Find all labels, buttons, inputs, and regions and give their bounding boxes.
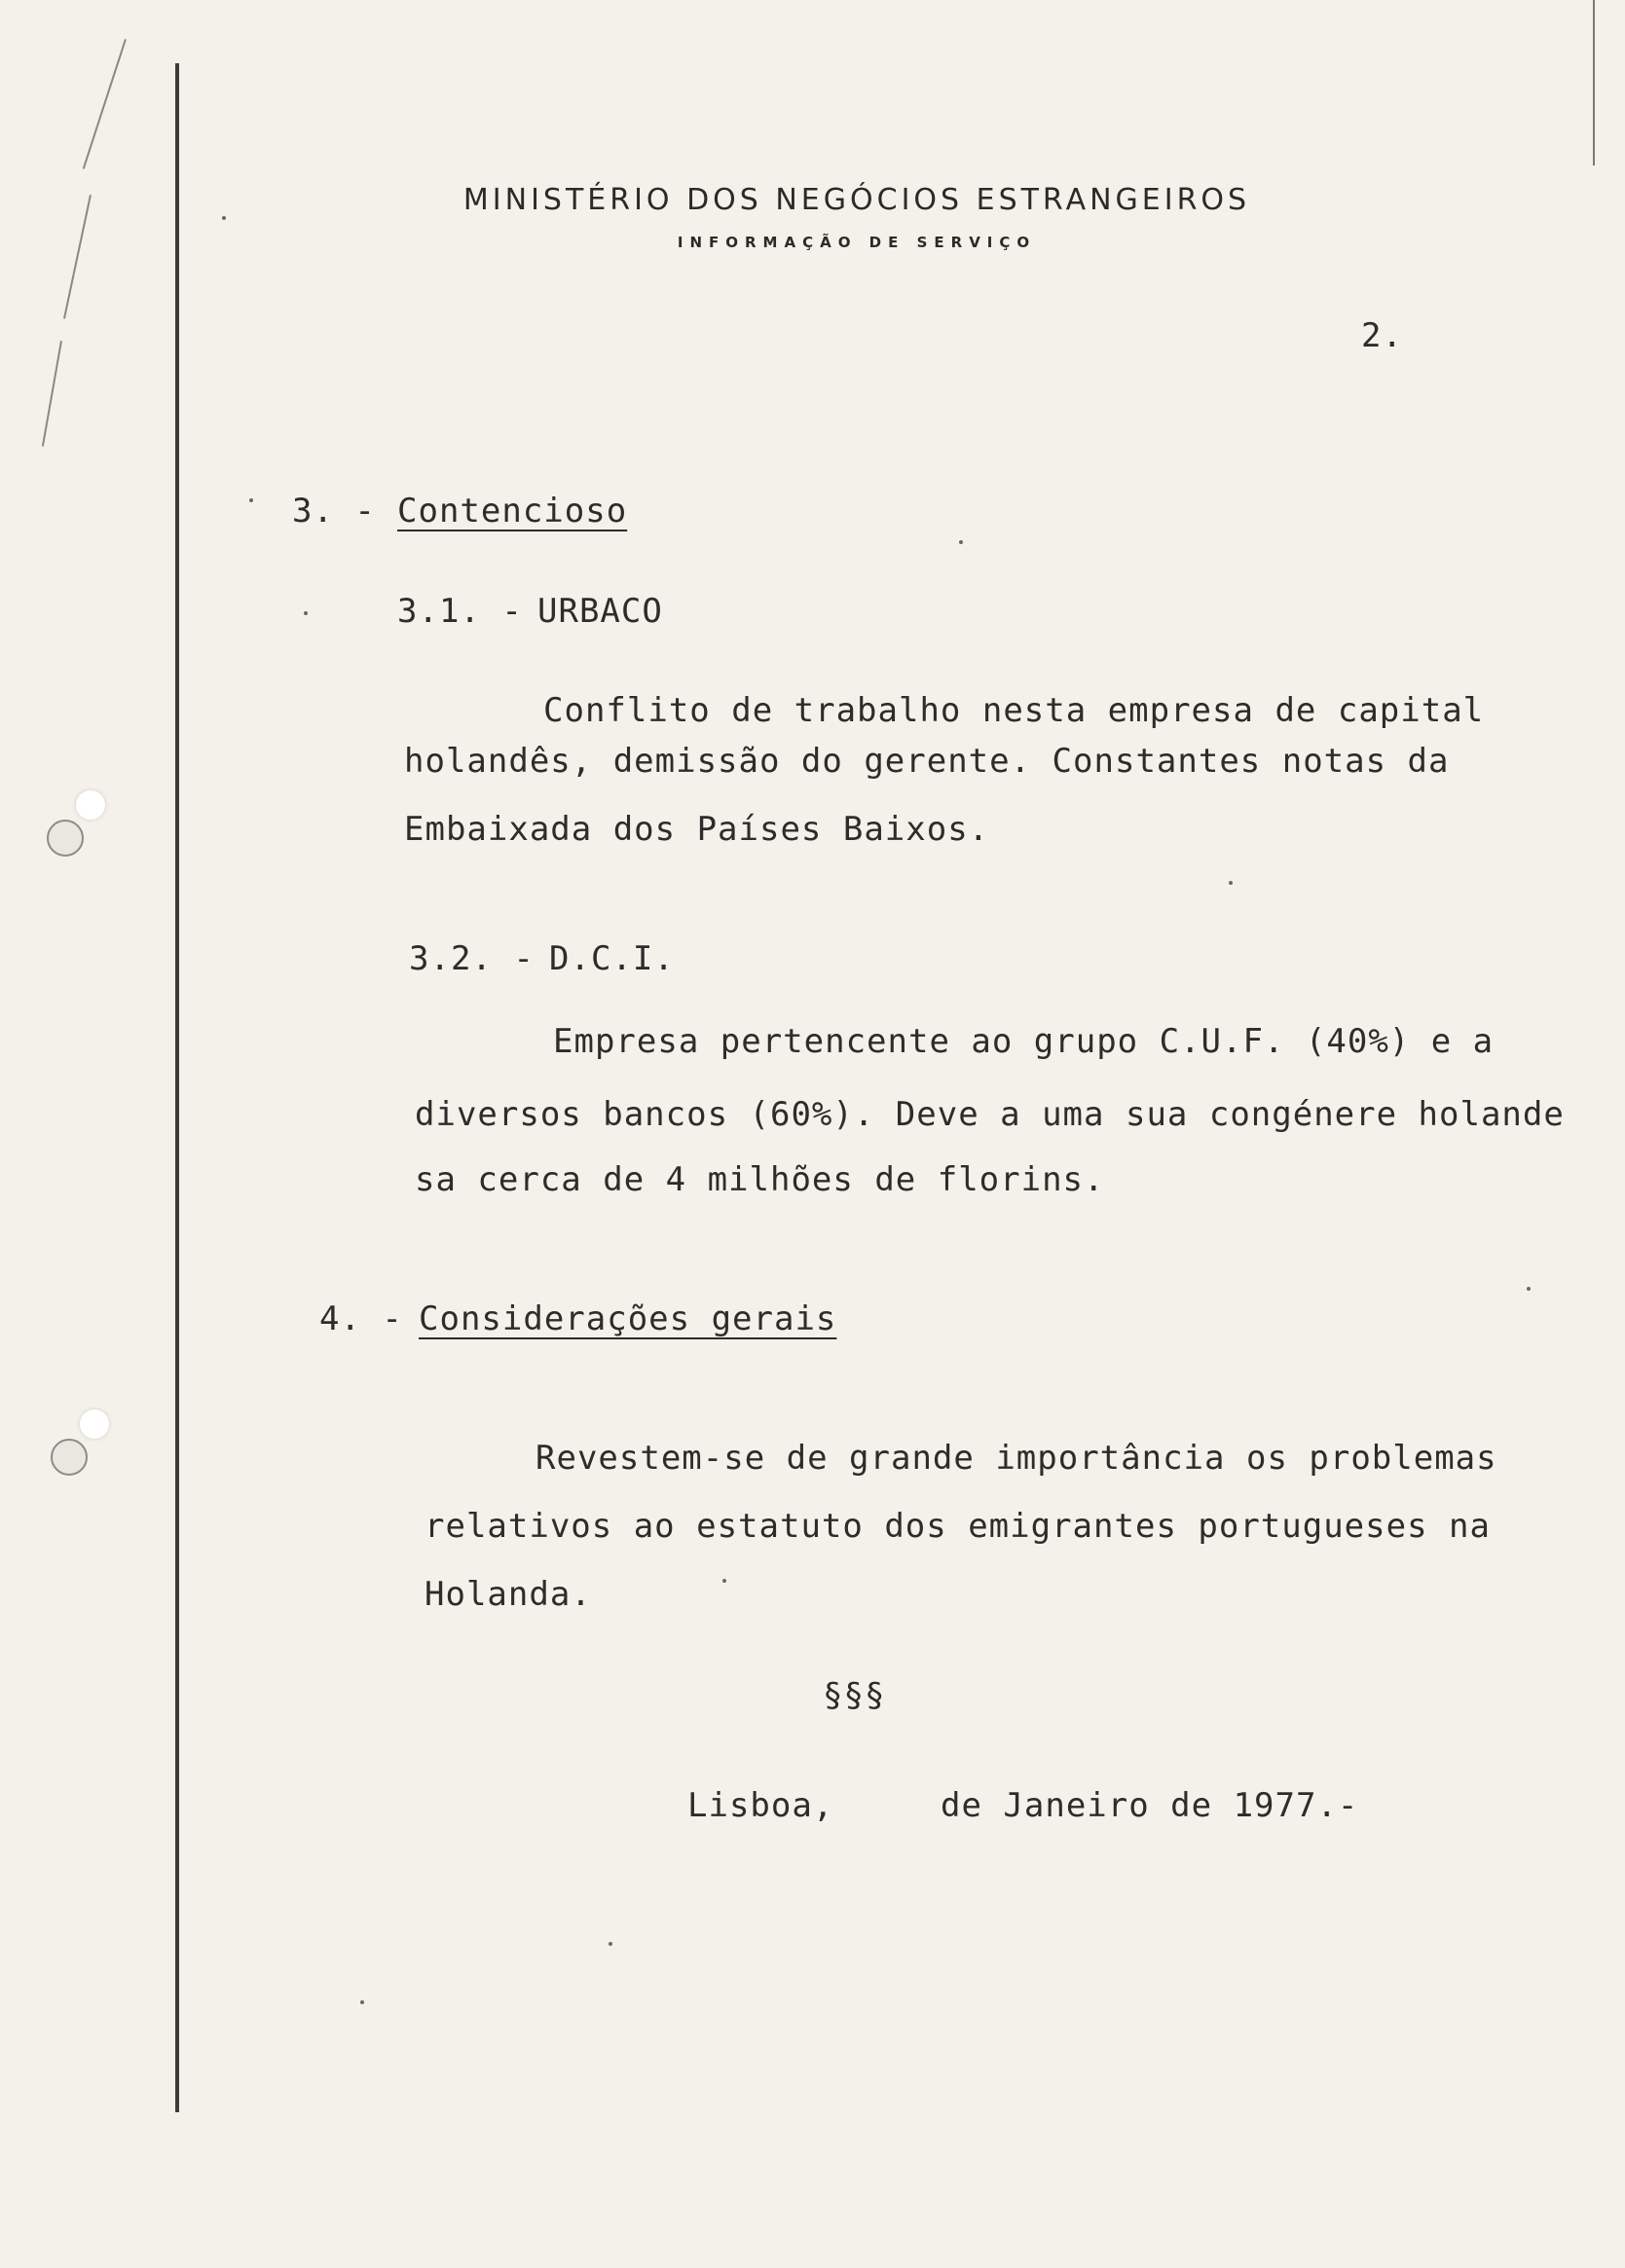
paragraph-3-1-line: Conflito de trabalho nesta empresa de capital [543, 691, 1485, 730]
ink-speck [609, 1942, 612, 1946]
section-3-number: 3. - [292, 492, 376, 530]
paragraph-3-1-line: Embaixada dos Países Baixos. [404, 810, 990, 849]
paragraph-3-1-line: holandês, demissão do gerente. Constantes notas da [404, 742, 1450, 781]
subsection-3-2-title: D.C.I. [549, 939, 675, 978]
section-4-number: 4. - [319, 1299, 403, 1338]
paragraph-4-line: relativos ao estatuto dos emigrantes portugueses na [425, 1507, 1491, 1546]
section-3-title: Contencioso [397, 492, 628, 530]
punch-hole-top [47, 820, 84, 857]
margin-line [175, 63, 179, 2112]
closing-place: Lisboa, [687, 1786, 834, 1825]
ink-speck [360, 2000, 364, 2004]
paragraph-4-line: Holanda. [425, 1575, 592, 1614]
closing-date: de Janeiro de 1977.- [941, 1786, 1359, 1825]
letterhead-subtitle: INFORMAÇÃO DE SERVIÇO [677, 234, 1037, 251]
ink-speck [249, 498, 253, 502]
ink-speck [722, 1579, 726, 1583]
closing-mark: §§§ [823, 1676, 886, 1715]
subsection-3-1-title: URBACO [537, 592, 663, 631]
ink-speck [222, 216, 226, 220]
punch-hole-shine-bottom [80, 1409, 109, 1439]
page-number: 2. [1361, 316, 1403, 355]
fold-mark [42, 341, 62, 447]
paper-edge [1593, 0, 1595, 165]
punch-hole-shine-top [76, 790, 105, 820]
ink-speck [959, 540, 963, 544]
subsection-3-1-number: 3.1. - [397, 592, 523, 631]
punch-hole-bottom [51, 1439, 88, 1476]
paragraph-4-line: Revestem-se de grande importância os problemas [536, 1439, 1497, 1478]
ink-speck [304, 611, 308, 615]
paragraph-3-2-line: Empresa pertencente ao grupo C.U.F. (40%) e a [553, 1022, 1495, 1061]
fold-mark [63, 195, 92, 319]
paragraph-3-2-line: sa cerca de 4 milhões de florins. [415, 1160, 1105, 1199]
ink-speck [1229, 881, 1233, 885]
letterhead-ministry: MINISTÉRIO DOS NEGÓCIOS ESTRANGEIROS [462, 183, 1251, 217]
ink-speck [1527, 1287, 1531, 1291]
section-4-title: Considerações gerais [419, 1299, 837, 1338]
paragraph-3-2-line: diversos bancos (60%). Deve a uma sua congénere holande [415, 1095, 1565, 1134]
fold-mark [83, 39, 127, 169]
subsection-3-2-number: 3.2. - [409, 939, 535, 978]
